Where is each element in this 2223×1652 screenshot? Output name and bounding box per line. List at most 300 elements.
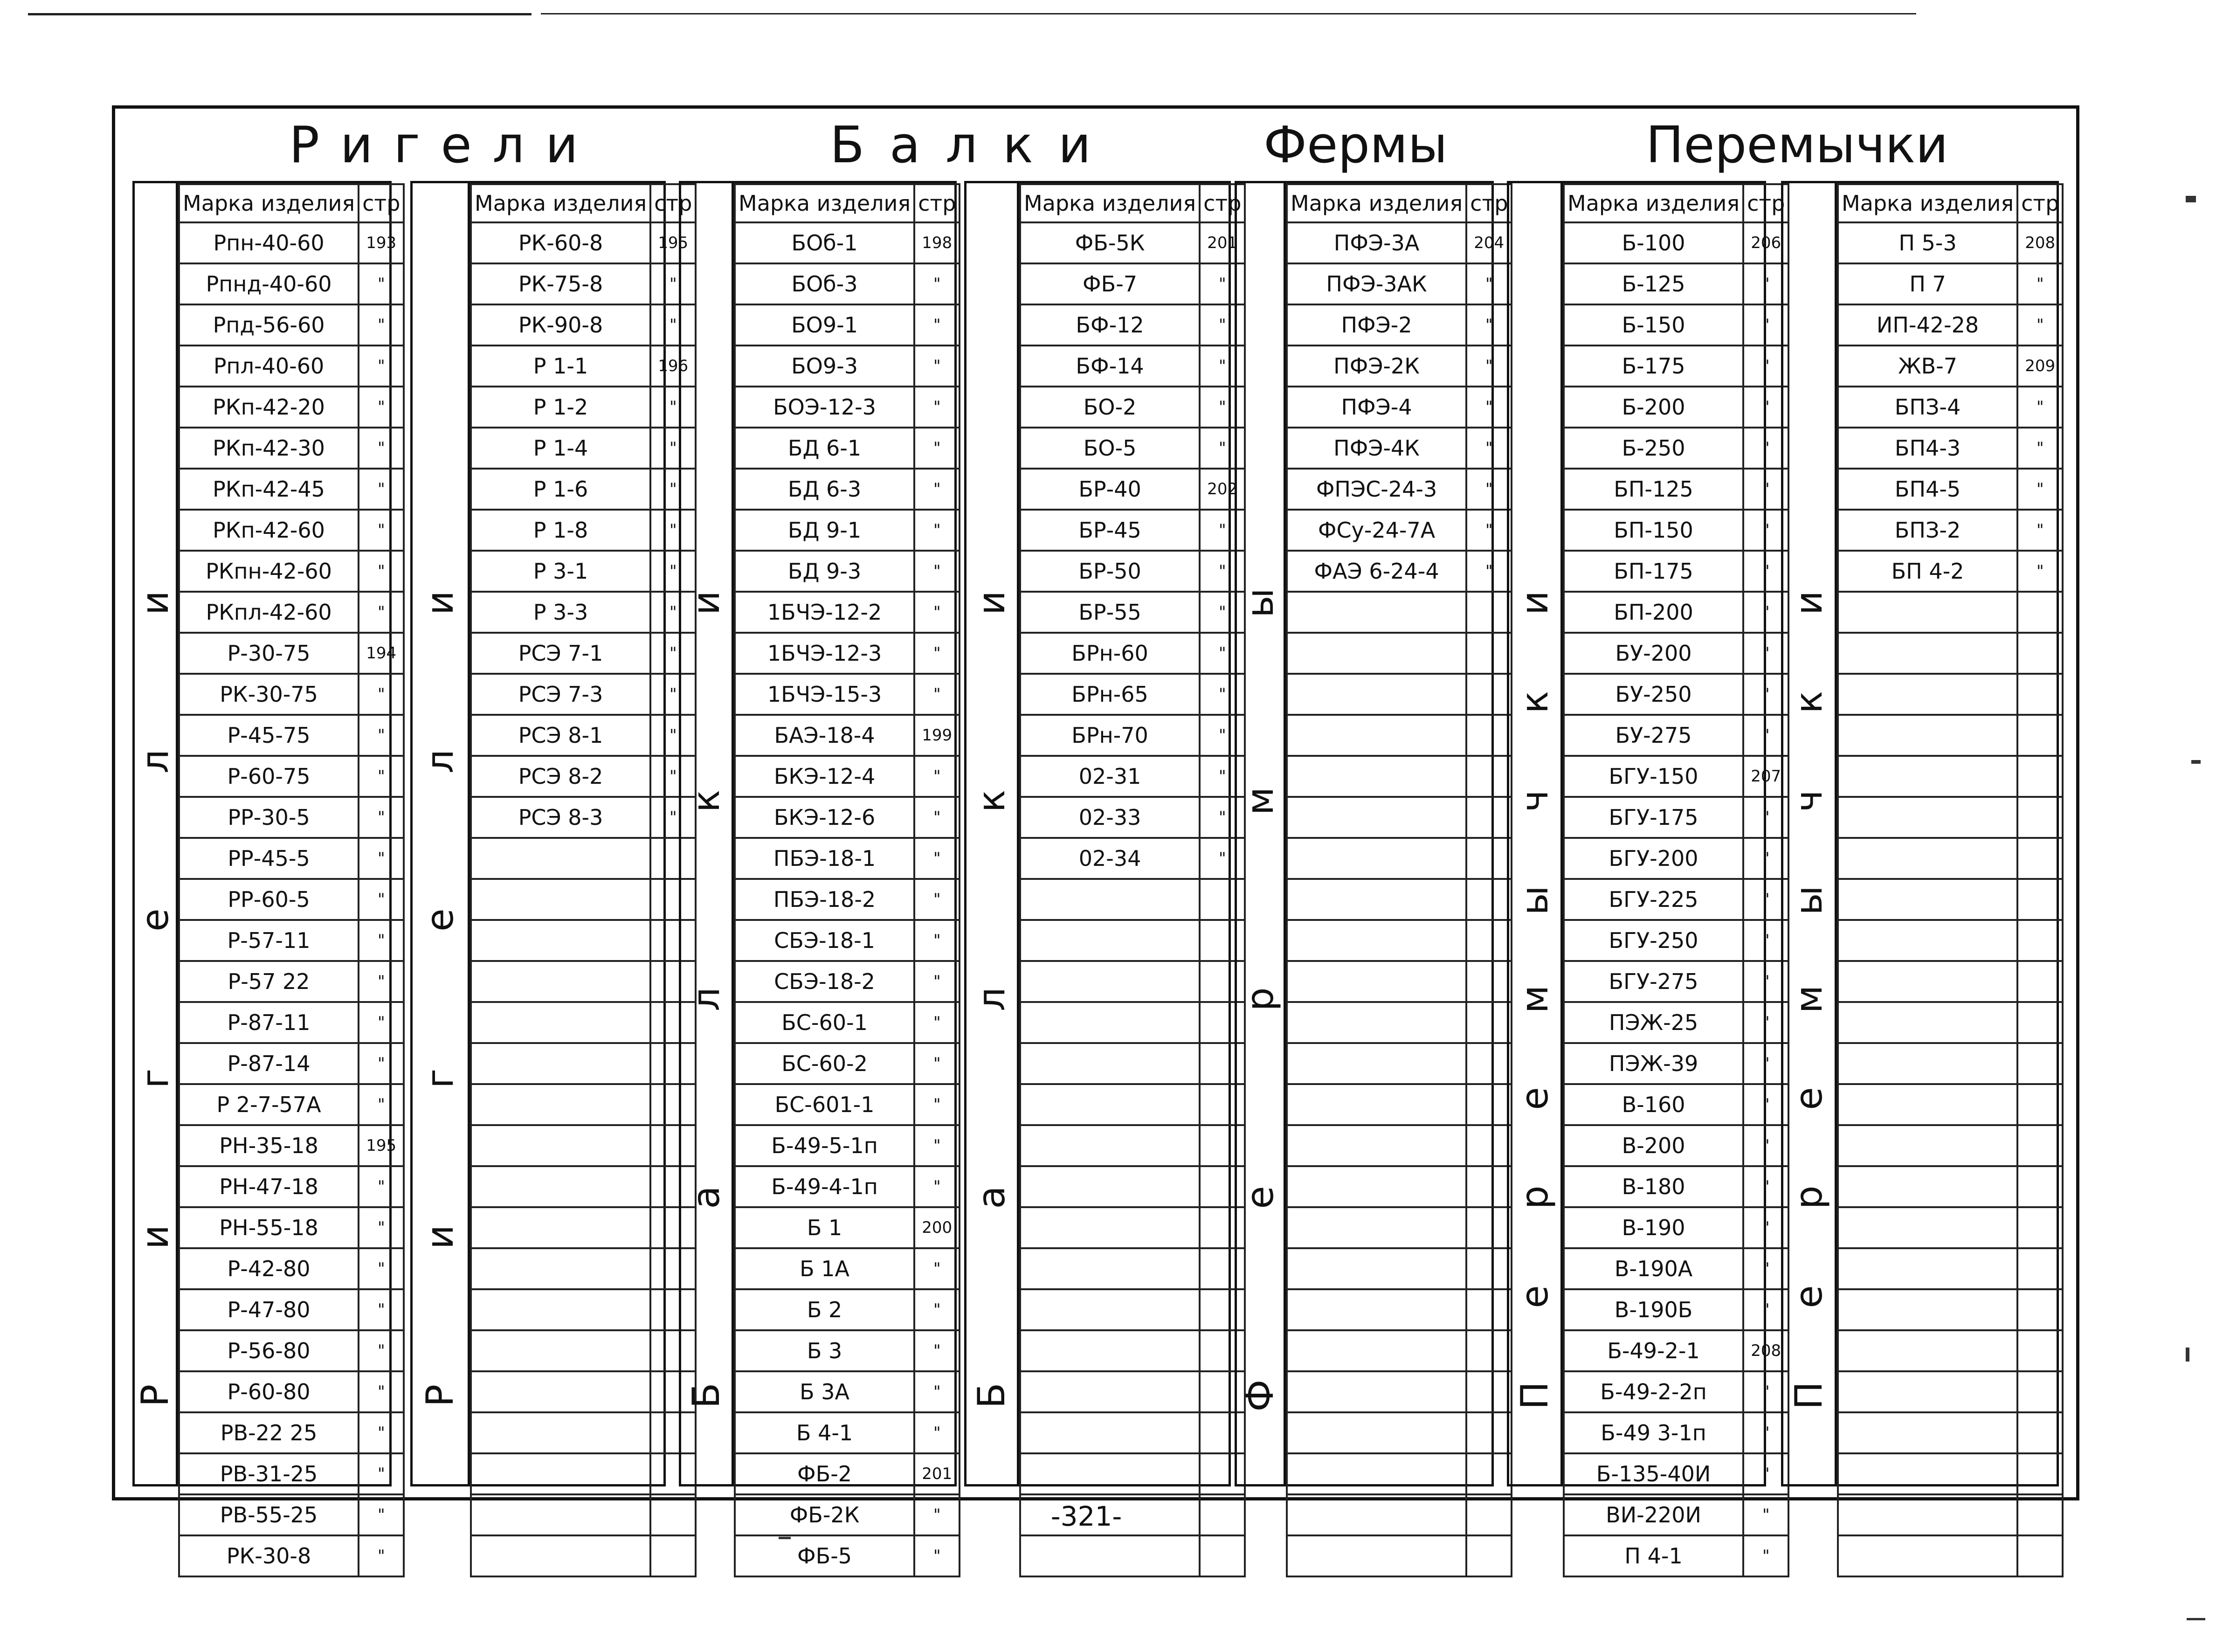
item-page: " — [359, 1535, 404, 1576]
table-row — [179, 1330, 404, 1371]
item-mark — [1287, 1125, 1466, 1166]
item-page — [1466, 1289, 1512, 1330]
item-page: " — [914, 510, 960, 551]
table-row — [179, 1248, 404, 1289]
item-page — [1466, 879, 1512, 920]
item-page: 196 — [650, 346, 696, 387]
item-page: " — [914, 469, 960, 510]
table-row — [179, 1453, 404, 1494]
item-mark: Б-49-2-2п — [1564, 1371, 1743, 1412]
table-header-row — [179, 184, 404, 222]
item-page: " — [914, 1084, 960, 1125]
header-letter: л — [492, 116, 525, 174]
item-page: " — [914, 1248, 960, 1289]
item-mark — [471, 1248, 650, 1289]
item-mark: Рпн-40-60 — [179, 222, 359, 263]
table-row — [471, 263, 696, 304]
vertical-label-letter: г — [133, 1068, 177, 1089]
item-page — [1200, 1494, 1245, 1535]
table-row — [1564, 838, 1788, 879]
item-mark — [1020, 1535, 1200, 1576]
vertical-label-letter: к — [1513, 691, 1556, 713]
item-mark: БГУ-175 — [1564, 797, 1743, 838]
table-row — [179, 1289, 404, 1330]
table-row — [735, 1002, 960, 1043]
item-mark — [1838, 1412, 2017, 1453]
table-row — [1564, 633, 1788, 674]
table-row — [1838, 1043, 2063, 1084]
item-mark — [1838, 1166, 2017, 1207]
table-row — [1838, 797, 2063, 838]
item-mark: Р 1-1 — [471, 346, 650, 387]
table-row — [1287, 961, 1512, 1002]
vertical-label-letter: и — [684, 591, 728, 615]
item-page: " — [1200, 510, 1245, 551]
table-row — [471, 469, 696, 510]
item-mark — [1838, 1084, 2017, 1125]
item-mark: БО9-1 — [735, 304, 914, 346]
item-mark: БО-2 — [1020, 387, 1200, 428]
item-page: " — [359, 756, 404, 797]
item-mark — [1838, 715, 2017, 756]
vertical-label-letter: а — [970, 1186, 1013, 1209]
item-page: " — [914, 387, 960, 428]
item-mark: РН-55-18 — [179, 1207, 359, 1248]
item-page: " — [650, 469, 696, 510]
item-mark — [471, 1043, 650, 1084]
vertical-label-letter: и — [418, 1225, 462, 1249]
item-mark — [471, 1289, 650, 1330]
table-row — [735, 1371, 960, 1412]
vertical-label-letter: е — [1787, 1285, 1830, 1308]
item-page — [2017, 1535, 2063, 1576]
table-row — [1564, 715, 1788, 756]
item-mark — [1287, 1166, 1466, 1207]
item-mark: Б-49-2-1 — [1564, 1330, 1743, 1371]
block-balki-2 — [964, 181, 1242, 1486]
item-page: " — [1743, 346, 1788, 387]
table-row — [179, 1043, 404, 1084]
item-page: " — [1200, 797, 1245, 838]
vertical-label-letter: м — [1238, 787, 1282, 816]
item-mark: ФСу-24-7А — [1287, 510, 1466, 551]
item-mark: Р-42-80 — [179, 1248, 359, 1289]
item-mark: Б 3А — [735, 1371, 914, 1412]
table-row — [1020, 1412, 1245, 1453]
item-mark: БУ-250 — [1564, 674, 1743, 715]
items-table — [734, 183, 960, 1577]
table-row — [179, 1535, 404, 1576]
item-page: " — [1743, 304, 1788, 346]
item-mark — [1020, 1125, 1200, 1166]
item-mark — [1838, 797, 2017, 838]
table-row — [1564, 920, 1788, 961]
table-row — [1838, 1330, 2063, 1371]
item-page: 209 — [2017, 346, 2063, 387]
header-letter: и — [545, 116, 578, 174]
table-row — [1287, 1043, 1512, 1084]
table-row — [179, 428, 404, 469]
item-mark: Рпнд-40-60 — [179, 263, 359, 304]
table-row — [1564, 674, 1788, 715]
item-mark: Рпд-56-60 — [179, 304, 359, 346]
item-mark: РКп-42-20 — [179, 387, 359, 428]
item-page: " — [914, 1002, 960, 1043]
table-row — [1838, 592, 2063, 633]
table-row — [1838, 1248, 2063, 1289]
item-page: 194 — [359, 633, 404, 674]
item-page: " — [2017, 551, 2063, 592]
table-row — [471, 304, 696, 346]
item-mark — [1838, 1002, 2017, 1043]
item-mark — [471, 1166, 650, 1207]
table-row — [179, 1084, 404, 1125]
item-mark: РВ-31-25 — [179, 1453, 359, 1494]
item-mark: ПЭЖ-25 — [1564, 1002, 1743, 1043]
table-row — [1020, 263, 1245, 304]
table-row — [471, 1289, 696, 1330]
item-mark — [1838, 674, 2017, 715]
item-page — [1466, 1043, 1512, 1084]
item-mark: БГУ-225 — [1564, 879, 1743, 920]
item-mark: Б 1А — [735, 1248, 914, 1289]
item-page — [2017, 1166, 2063, 1207]
item-page — [2017, 1084, 2063, 1125]
table-row — [735, 1289, 960, 1330]
column-header-mark: Марка изделия — [1287, 184, 1466, 222]
table-row — [1020, 961, 1245, 1002]
item-page: " — [359, 428, 404, 469]
vertical-label-letter: л — [970, 987, 1013, 1011]
item-page: " — [914, 1371, 960, 1412]
item-page: " — [1743, 1248, 1788, 1289]
header-letter: ы — [1816, 116, 1856, 174]
table-row — [735, 222, 960, 263]
table-row — [735, 1494, 960, 1535]
table-row — [1020, 920, 1245, 961]
item-mark: БАЭ-18-4 — [735, 715, 914, 756]
item-page — [2017, 1002, 2063, 1043]
item-mark: БОб-1 — [735, 222, 914, 263]
table-row — [1564, 1002, 1788, 1043]
item-mark: ИП-42-28 — [1838, 304, 2017, 346]
item-page: " — [650, 592, 696, 633]
item-page: " — [359, 1494, 404, 1535]
item-mark: РН-35-18 — [179, 1125, 359, 1166]
table-row — [179, 797, 404, 838]
item-mark: Б 3 — [735, 1330, 914, 1371]
item-mark — [1838, 1453, 2017, 1494]
table-row — [1564, 510, 1788, 551]
vertical-label-letter: л — [418, 749, 462, 774]
table-row — [1020, 1166, 1245, 1207]
table-row — [1564, 1535, 1788, 1576]
vertical-label-letter: р — [1787, 1185, 1830, 1210]
item-mark: Р 3-3 — [471, 592, 650, 633]
item-mark — [471, 1371, 650, 1412]
item-page: " — [359, 1166, 404, 1207]
item-mark — [471, 1002, 650, 1043]
vertical-label-column — [1783, 183, 1837, 1484]
item-mark — [471, 1535, 650, 1576]
top-rule — [28, 13, 532, 15]
item-page: " — [914, 838, 960, 879]
table-row — [1838, 715, 2063, 756]
item-page — [2017, 879, 2063, 920]
item-page: " — [1200, 551, 1245, 592]
table-row — [1838, 633, 2063, 674]
item-mark — [1287, 1330, 1466, 1371]
item-page: " — [1743, 1125, 1788, 1166]
table-row — [1287, 879, 1512, 920]
item-page: 201 — [1200, 222, 1245, 263]
item-page: 204 — [1466, 222, 1512, 263]
item-page: 201 — [914, 1453, 960, 1494]
item-page — [2017, 920, 2063, 961]
table-row — [1564, 1248, 1788, 1289]
item-mark: 02-31 — [1020, 756, 1200, 797]
table-row — [179, 715, 404, 756]
table-row — [1564, 756, 1788, 797]
table-row — [179, 756, 404, 797]
table-row — [1838, 510, 2063, 551]
item-mark: В-180 — [1564, 1166, 1743, 1207]
table-row — [1287, 469, 1512, 510]
table-row — [471, 551, 696, 592]
table-row — [1564, 1084, 1788, 1125]
item-page — [2017, 715, 2063, 756]
item-mark: РКпл-42-60 — [179, 592, 359, 633]
item-mark — [1020, 1166, 1200, 1207]
column-header-page: стр — [359, 184, 404, 222]
item-page — [2017, 1289, 2063, 1330]
item-mark: 1БЧЭ-12-3 — [735, 633, 914, 674]
items-table — [470, 183, 697, 1577]
table-row — [1020, 797, 1245, 838]
item-page: " — [2017, 263, 2063, 304]
item-page — [1466, 961, 1512, 1002]
item-page: " — [1466, 551, 1512, 592]
header-letter: е — [1306, 116, 1338, 174]
table-row — [1838, 304, 2063, 346]
margin-mark — [2191, 760, 2201, 764]
table-row — [1020, 838, 1245, 879]
table-row — [1287, 920, 1512, 961]
vertical-label-letter: е — [1513, 1086, 1556, 1110]
item-page: " — [1466, 469, 1512, 510]
table-row — [1838, 879, 2063, 920]
block-rigeli-2 — [410, 181, 692, 1486]
item-mark: РВ-22 25 — [179, 1412, 359, 1453]
item-page: " — [1200, 715, 1245, 756]
header-fermy — [1263, 110, 1448, 180]
item-page: " — [1743, 1002, 1788, 1043]
table-row — [1564, 1125, 1788, 1166]
table-row — [1564, 592, 1788, 633]
item-page — [1466, 674, 1512, 715]
item-page: " — [1743, 1453, 1788, 1494]
table-row — [1020, 346, 1245, 387]
item-page — [2017, 1412, 2063, 1453]
table-row — [1287, 1002, 1512, 1043]
table-row — [1287, 1289, 1512, 1330]
item-page: " — [914, 674, 960, 715]
item-page — [1466, 838, 1512, 879]
item-page: " — [359, 1084, 404, 1125]
item-page: " — [914, 1166, 960, 1207]
item-mark: ФБ-2 — [735, 1453, 914, 1494]
item-mark: Б 1 — [735, 1207, 914, 1248]
table-row — [1020, 715, 1245, 756]
item-page: " — [1743, 797, 1788, 838]
table-row — [471, 1371, 696, 1412]
item-mark: Р-57 22 — [179, 961, 359, 1002]
item-page: 195 — [359, 1125, 404, 1166]
table-row — [1020, 1289, 1245, 1330]
item-page — [1466, 633, 1512, 674]
table-row — [1287, 756, 1512, 797]
header-letter: м — [1370, 116, 1408, 174]
item-page: " — [359, 592, 404, 633]
vertical-label-letter: и — [970, 591, 1013, 615]
item-page — [2017, 1371, 2063, 1412]
table-row — [735, 879, 960, 920]
table-row — [1287, 674, 1512, 715]
block-fermy — [1235, 181, 1508, 1486]
item-page: " — [1743, 1207, 1788, 1248]
table-row — [735, 633, 960, 674]
table-row — [471, 797, 696, 838]
header-balki — [830, 110, 1091, 180]
items-table — [1837, 183, 2064, 1577]
header-letter: и — [1058, 116, 1091, 174]
table-row — [1838, 1289, 2063, 1330]
item-page: " — [1743, 1043, 1788, 1084]
item-page — [2017, 1043, 2063, 1084]
vertical-label-column — [967, 183, 1019, 1484]
item-mark — [1287, 674, 1466, 715]
table-row — [1287, 1535, 1512, 1576]
item-page: " — [914, 920, 960, 961]
item-mark — [471, 1453, 650, 1494]
item-page: " — [914, 304, 960, 346]
item-mark — [1838, 756, 2017, 797]
item-mark: РК-30-75 — [179, 674, 359, 715]
table-row — [735, 715, 960, 756]
item-mark: РК-90-8 — [471, 304, 650, 346]
item-mark: БПЗ-4 — [1838, 387, 2017, 428]
item-page: " — [914, 551, 960, 592]
table-row — [1838, 1412, 2063, 1453]
item-page: " — [359, 346, 404, 387]
item-page: " — [914, 428, 960, 469]
vertical-label-letter: Б — [970, 1382, 1013, 1409]
item-mark — [1838, 1289, 2017, 1330]
table-row — [179, 1494, 404, 1535]
item-mark: Б-150 — [1564, 304, 1743, 346]
item-mark — [1838, 1043, 2017, 1084]
item-mark: В-160 — [1564, 1084, 1743, 1125]
vertical-label-letter: к — [1787, 691, 1830, 713]
vertical-label-letter: и — [133, 1225, 177, 1249]
table-row — [179, 387, 404, 428]
table-row — [179, 961, 404, 1002]
item-page — [650, 1535, 696, 1576]
item-mark: БП4-5 — [1838, 469, 2017, 510]
item-page: " — [1743, 1371, 1788, 1412]
item-mark: Б-135-40И — [1564, 1453, 1743, 1494]
item-page — [2017, 592, 2063, 633]
header-letter: к — [1002, 116, 1033, 174]
table-row — [735, 592, 960, 633]
item-mark: Р-60-75 — [179, 756, 359, 797]
header-letter: Р — [289, 116, 320, 174]
vertical-label-letter: ы — [1513, 885, 1556, 915]
item-page: 206 — [1743, 222, 1788, 263]
item-mark — [1287, 1289, 1466, 1330]
table-row — [179, 510, 404, 551]
item-mark: ПФЭ-4 — [1287, 387, 1466, 428]
item-mark: БД 9-1 — [735, 510, 914, 551]
column-header-page: стр — [2017, 184, 2063, 222]
table-row — [1838, 551, 2063, 592]
table-row — [1287, 1125, 1512, 1166]
margin-mark — [2186, 1348, 2189, 1362]
table-header-row — [471, 184, 696, 222]
item-mark — [1287, 879, 1466, 920]
item-page — [2017, 797, 2063, 838]
table-row — [1287, 510, 1512, 551]
table-row — [1838, 674, 2063, 715]
item-mark — [1838, 592, 2017, 633]
item-page: " — [359, 1002, 404, 1043]
item-mark: БГУ-250 — [1564, 920, 1743, 961]
item-mark: Б 2 — [735, 1289, 914, 1330]
table-row — [1838, 1125, 2063, 1166]
item-page: " — [650, 428, 696, 469]
item-mark — [471, 961, 650, 1002]
item-page: " — [914, 879, 960, 920]
item-page — [1466, 1330, 1512, 1371]
item-page — [1466, 1125, 1512, 1166]
block-rigeli-1 — [132, 181, 400, 1569]
item-mark: РКпн-42-60 — [179, 551, 359, 592]
item-page: " — [650, 510, 696, 551]
item-page: " — [1200, 592, 1245, 633]
vertical-label-column — [1509, 183, 1563, 1484]
table-row — [1020, 387, 1245, 428]
vertical-label-letter: и — [1513, 591, 1556, 615]
table-row — [1287, 263, 1512, 304]
table-row — [179, 1371, 404, 1412]
table-row — [179, 304, 404, 346]
vertical-label-letter: Р — [133, 1384, 177, 1407]
item-mark — [1838, 633, 2017, 674]
table-row — [1020, 1330, 1245, 1371]
item-mark: БКЭ-12-6 — [735, 797, 914, 838]
column-header-page: стр — [914, 184, 960, 222]
item-page — [1466, 1412, 1512, 1453]
table-row — [1020, 1453, 1245, 1494]
item-mark — [1020, 1248, 1200, 1289]
table-row — [735, 428, 960, 469]
item-mark: 02-33 — [1020, 797, 1200, 838]
item-page: " — [359, 1289, 404, 1330]
item-mark — [1287, 1084, 1466, 1125]
item-page: " — [914, 1494, 960, 1535]
item-mark — [1838, 920, 2017, 961]
table-row — [1287, 1248, 1512, 1289]
